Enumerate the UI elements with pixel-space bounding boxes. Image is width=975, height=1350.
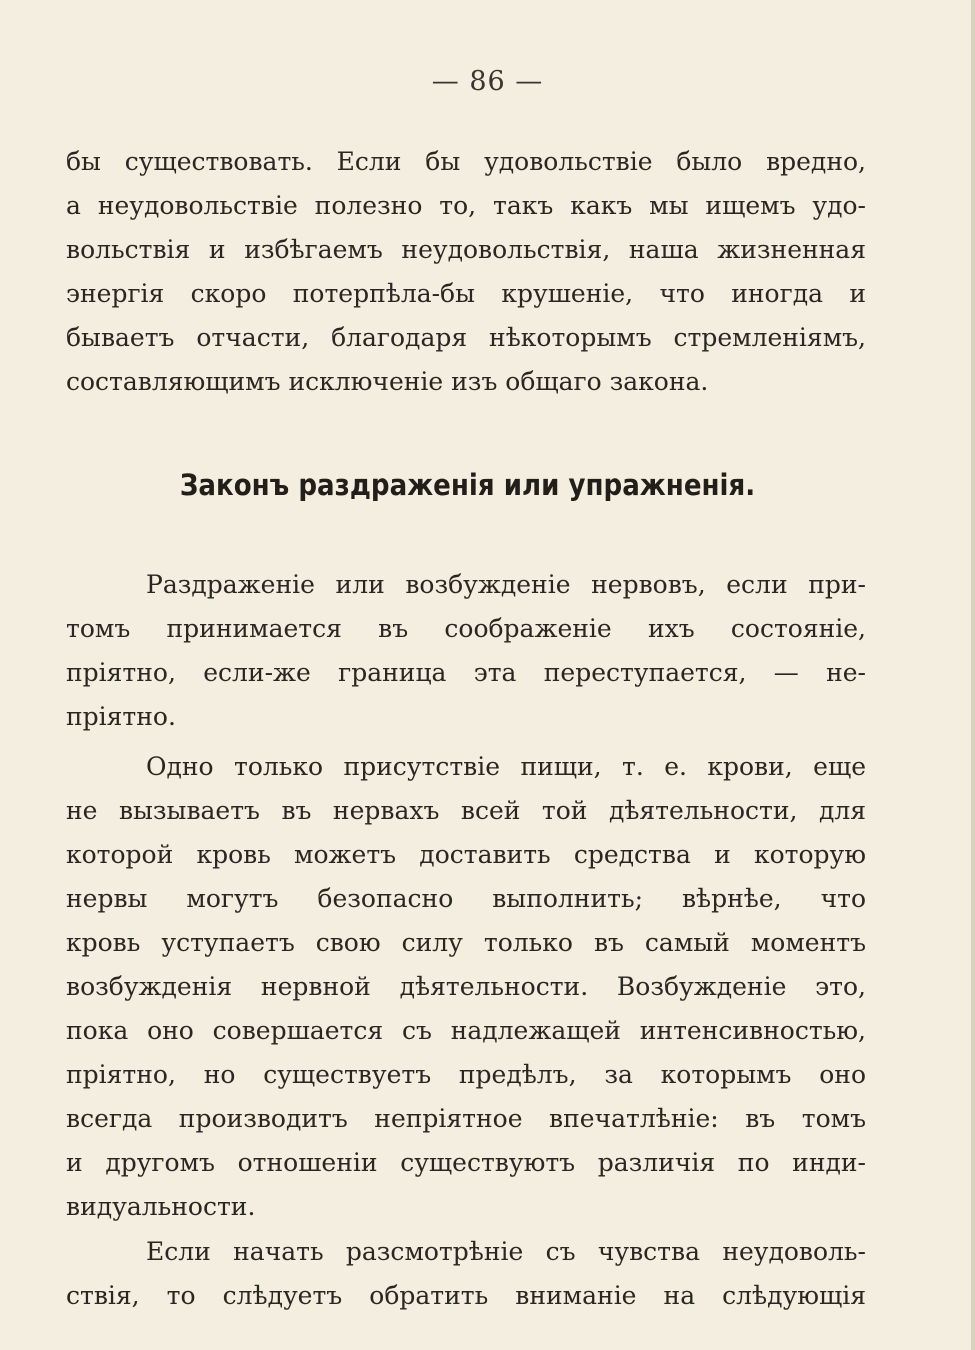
text-line: а неудовольствіе полезно то, такъ какъ мы ищемъ удо- [66,191,866,220]
text-line: которой кровь можетъ доставить средства и которую [66,840,866,869]
text-line: ствія, то слѣдуетъ обратить вниманіе на слѣдующія [66,1281,866,1310]
text-line: энергія скоро потерпѣла-бы крушеніе, что иногда и [66,279,866,308]
text-line: бываетъ отчасти, благодаря нѣкоторымъ стремленіямъ, [66,323,866,352]
text-line: возбужденія нервной дѣятельности. Возбужденіе это, [66,972,866,1001]
intro-paragraph [66,140,866,404]
text-line: не вызываетъ въ нервахъ всей той дѣятельности, для [66,796,866,825]
text-line: пріятно. [66,702,176,731]
paragraph-irritation [66,563,866,739]
text-line: пріятно, но существуетъ предѣлъ, за которымъ оно [66,1060,866,1089]
text-line: Если начать разсмотрѣніе съ чувства неудоволь- [146,1237,866,1266]
text-line: нервы могутъ безопасно выполнить; вѣрнѣе, что [66,884,866,913]
page-number: — 86 — [431,66,544,97]
text-line: пока оно совершается съ надлежащей интенсивностью, [66,1016,866,1045]
section-heading: Законъ раздраженія или упражненія. [179,468,756,502]
text-line: вольствія и избѣгаемъ неудовольствія, наша жизненная [66,235,866,264]
text-line: составляющимъ исключеніе изъ общаго закона. [66,367,709,396]
text-line: томъ принимается въ соображеніе ихъ состояніе, [66,614,866,643]
text-line: всегда производитъ непріятное впечатлѣніе: въ томъ [66,1104,866,1133]
text-line: видуальности. [66,1192,256,1221]
text-line: Одно только присутствіе пищи, т. е. крови, еще [146,752,866,781]
text-line: пріятно, если-же граница эта переступается, — не- [66,658,866,687]
text-line: Раздраженіе или возбужденіе нервовъ, если при- [146,570,866,599]
text-line: и другомъ отношеніи существуютъ различія по инди- [66,1148,866,1177]
text-line: кровь уступаетъ свою силу только въ самый моментъ [66,928,866,957]
text-line: бы существовать. Если бы удовольствіе было вредно, [66,147,866,176]
paragraph-food-presence [66,745,866,1229]
paragraph-displeasure [66,1230,866,1318]
